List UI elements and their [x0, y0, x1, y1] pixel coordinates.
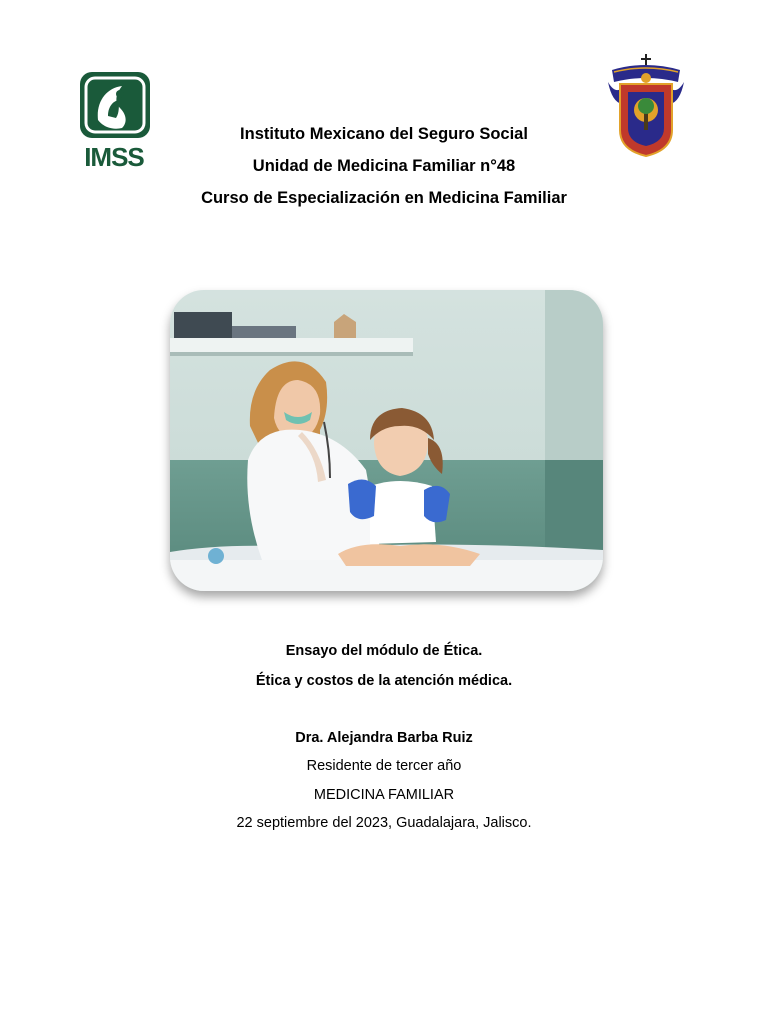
- unit-name: Unidad de Medicina Familiar n°48: [252, 157, 516, 175]
- essay-title: Ensayo del módulo de Ética.: [285, 643, 483, 659]
- header-block: [0, 118, 768, 214]
- author-block: [0, 724, 768, 838]
- essay-subtitle: Ética y costos de la atención médica.: [255, 673, 513, 689]
- doctor-child-photo: [170, 290, 603, 591]
- date-place: 22 septiembre del 2023, Guadalajara, Jalisco.: [236, 815, 532, 831]
- author-specialty: MEDICINA FAMILIAR: [313, 786, 455, 803]
- author-name: Dra. Alejandra Barba Ruiz: [295, 730, 473, 746]
- course-name: Curso de Especialización en Medicina Familiar: [201, 189, 567, 207]
- imss-logo-text: IMSS: [84, 142, 144, 168]
- author-role: Residente de tercer año: [306, 758, 462, 774]
- institution-name: Instituto Mexicano del Seguro Social: [240, 125, 528, 143]
- essay-block: [0, 636, 768, 696]
